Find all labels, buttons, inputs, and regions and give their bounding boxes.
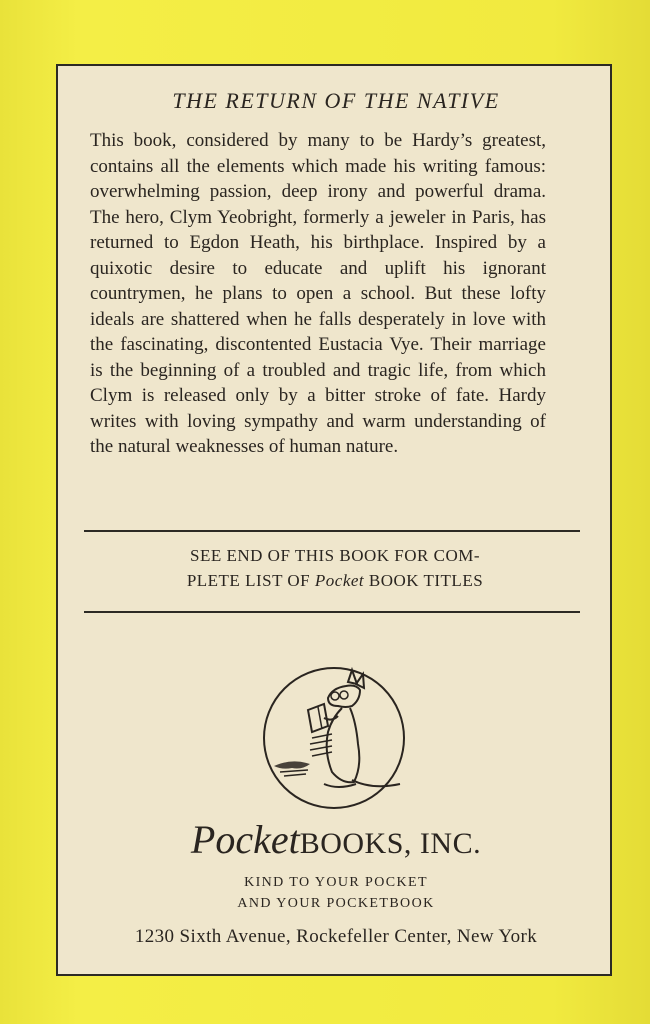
notice-pocket-italic: Pocket [314, 571, 365, 590]
notice-line-2-prefix: PLETE LIST OF [186, 571, 315, 590]
publisher-name-pocket: Pocket [190, 817, 300, 862]
publisher-name [58, 816, 614, 863]
publisher-slogan [58, 872, 614, 914]
description-panel [56, 64, 612, 976]
book-title: THE RETURN OF THE NATIVE [172, 88, 500, 113]
slogan-line-1: KIND TO YOUR POCKET [244, 875, 428, 890]
kangaroo-reading-logo-icon [262, 666, 406, 810]
publisher-name-books: BOOKS, INC. [299, 827, 482, 860]
publisher-address: 1230 Sixth Avenue, Rockefeller Center, New York [134, 926, 538, 947]
divider-top [84, 530, 580, 532]
slogan-line-2: AND YOUR POCKETBOOK [237, 896, 435, 911]
titles-notice [90, 543, 580, 593]
notice-line-2-suffix: BOOK TITLES [364, 571, 484, 590]
notice-line-2 [90, 568, 580, 593]
book-blurb: This book, considered by many to be Hardy’s greatest, contains all the elements which made his writing famous: overwhelming passion, deep irony and powerful drama. The hero, Clym Yeobright, formerly a jeweler in Paris, has returned to Egdon Heath, his birthplace. Inspired by a quixotic desire to educate and uplift his ignorant countrymen, he plans to open a school. But these lofty ideals are shattered when he falls desperately in love with the fascinating, discontented Eustacia Vye. Their marriage is the beginning of a troubled and tragic life, from which Clym is released only by a bitter stroke of fate. Hardy writes with loving sympathy and warm understanding of the natural weaknesses of human nature. [90, 130, 546, 457]
notice-line-1: SEE END OF THIS BOOK FOR COM- [190, 546, 480, 565]
divider-bottom [84, 611, 580, 613]
